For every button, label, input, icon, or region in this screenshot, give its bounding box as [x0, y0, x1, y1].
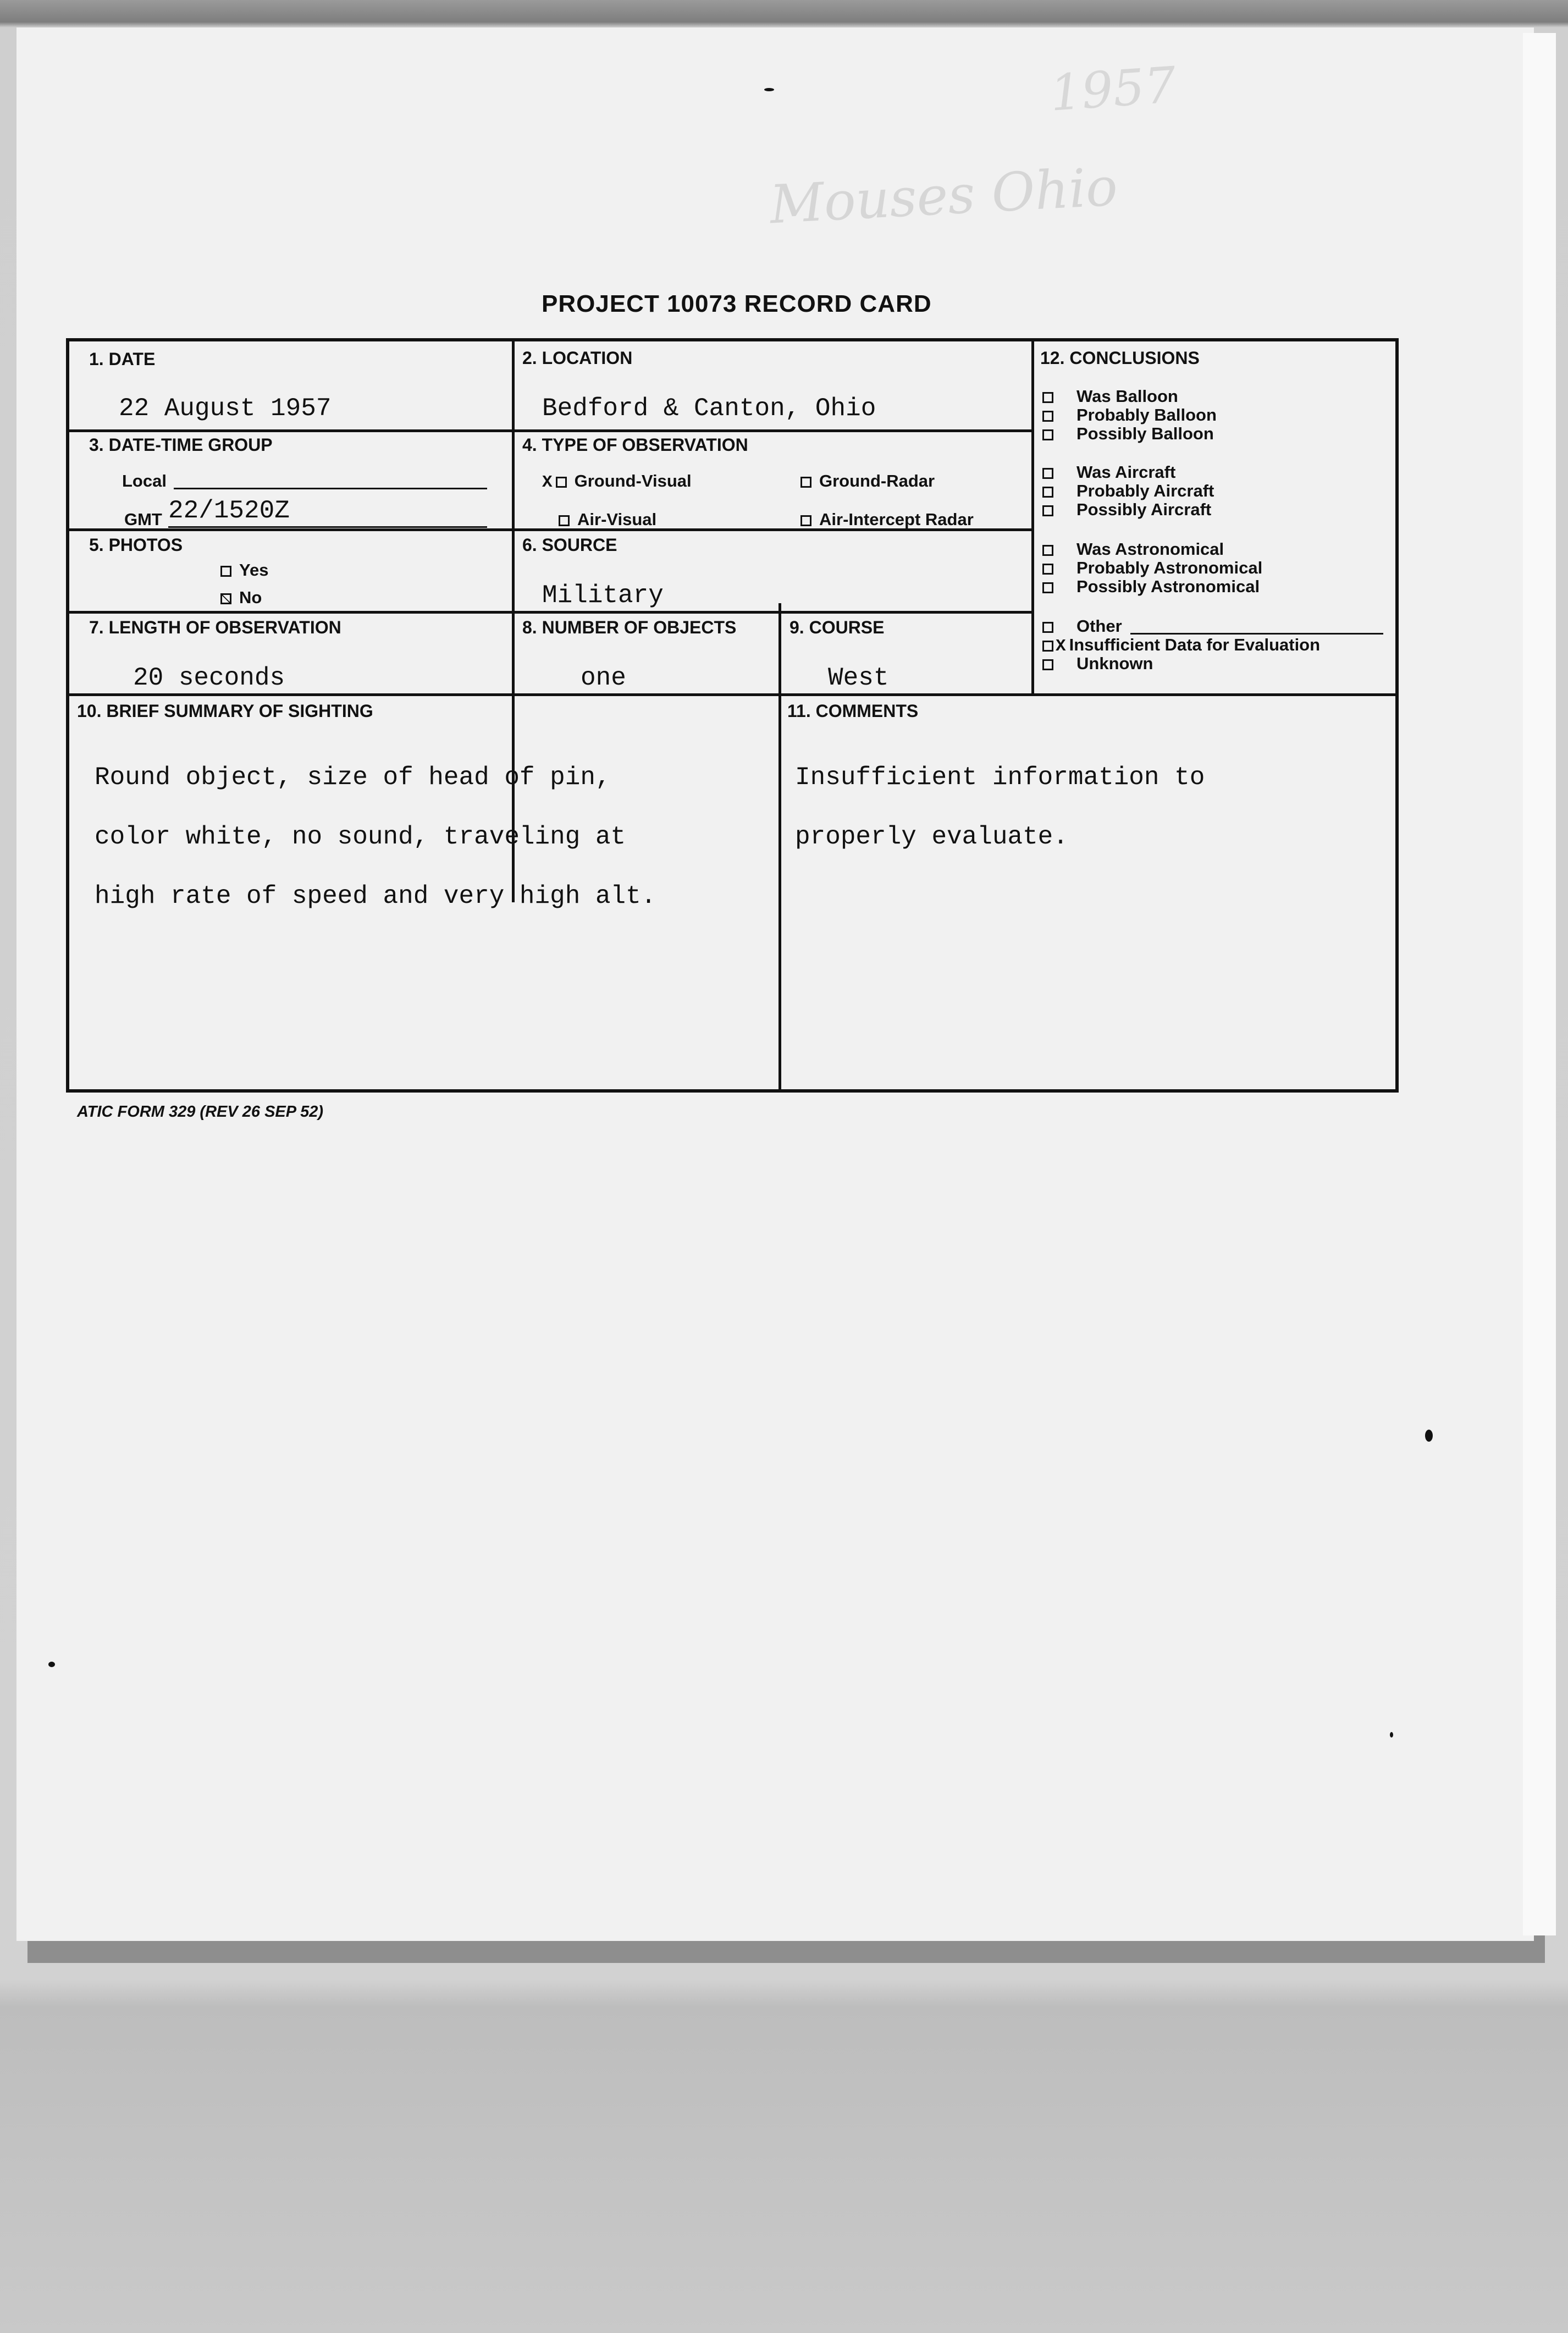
divider-row-3 — [69, 611, 1031, 614]
option-label: Other — [1076, 616, 1122, 636]
gmt-value: 22/1520Z — [168, 497, 290, 525]
divider-col-3 — [779, 603, 781, 1093]
handwritten-note-1: 1957 — [1048, 56, 1178, 123]
option-other[interactable] — [1042, 616, 1122, 636]
checked-x-mark: X — [1056, 637, 1066, 656]
length-of-observation-value: 20 seconds — [133, 664, 285, 692]
local-time-line — [174, 488, 487, 489]
option-label: Was Balloon — [1076, 387, 1178, 406]
brief-summary-label: 10. BRIEF SUMMARY OF SIGHTING — [77, 701, 373, 721]
option-probably-astronomical[interactable] — [1042, 558, 1262, 578]
course-value: West — [828, 664, 889, 692]
option-label: Probably Aircraft — [1076, 481, 1214, 500]
option-label: Possibly Aircraft — [1076, 500, 1212, 519]
option-possibly-balloon[interactable] — [1042, 424, 1214, 444]
location-label: 2. LOCATION — [522, 348, 633, 368]
comments-line: properly evaluate. — [795, 823, 1068, 851]
comments-label: 11. COMMENTS — [787, 701, 919, 721]
option-photos-no[interactable] — [220, 588, 262, 608]
comments-text — [795, 733, 1205, 881]
option-label: No — [239, 588, 262, 607]
checkbox-icon — [1042, 468, 1053, 479]
location-value: Bedford & Canton, Ohio — [542, 394, 876, 423]
checkbox-icon — [220, 566, 231, 577]
summary-line: color white, no sound, traveling at — [95, 823, 626, 851]
comments-line: Insufficient information to — [795, 763, 1205, 792]
date-label: 1. DATE — [89, 349, 156, 369]
checkbox-icon — [1042, 564, 1053, 575]
option-possibly-aircraft[interactable] — [1042, 500, 1211, 520]
course-label: 9. COURSE — [789, 617, 885, 637]
option-label: Possibly Astronomical — [1076, 577, 1260, 596]
checkbox-icon — [1042, 392, 1053, 403]
option-label: Probably Astronomical — [1076, 558, 1263, 577]
option-photos-yes[interactable] — [220, 560, 268, 580]
checkbox-icon — [1042, 622, 1053, 633]
checkbox-icon — [1042, 582, 1053, 593]
option-was-aircraft[interactable] — [1042, 462, 1175, 482]
checkbox-icon — [1042, 545, 1053, 556]
option-insufficient-data[interactable] — [1042, 635, 1320, 656]
checkbox-icon — [559, 515, 570, 526]
checkbox-icon — [1042, 429, 1053, 440]
checkbox-icon — [556, 477, 567, 488]
option-ground-radar[interactable] — [800, 471, 935, 491]
source-label: 6. SOURCE — [522, 535, 617, 555]
option-label: Possibly Balloon — [1076, 424, 1214, 443]
sheet-edge — [1523, 33, 1556, 1935]
number-of-objects-value: one — [581, 664, 626, 692]
divider-row-1 — [69, 429, 1031, 432]
brief-summary-text — [95, 733, 656, 941]
handwritten-note-2: Mouses Ohio — [768, 156, 1119, 236]
date-time-group-label: 3. DATE-TIME GROUP — [89, 435, 273, 455]
divider-row-4 — [69, 693, 1395, 696]
checkbox-icon — [220, 593, 231, 604]
checked-x-mark: X — [542, 473, 553, 492]
dust-speck — [48, 1662, 55, 1667]
type-of-observation-label: 4. TYPE OF OBSERVATION — [522, 435, 748, 455]
option-label: Ground-Visual — [574, 471, 692, 490]
summary-line: high rate of speed and very high alt. — [95, 882, 656, 911]
option-label: Ground-Radar — [819, 471, 935, 490]
checkbox-icon — [1042, 487, 1053, 498]
summary-line: Round object, size of head of pin, — [95, 763, 611, 792]
gmt-label: GMT — [124, 510, 162, 529]
checkbox-icon — [1042, 411, 1053, 422]
checkbox-icon — [1042, 659, 1053, 670]
length-of-observation-label: 7. LENGTH OF OBSERVATION — [89, 617, 341, 637]
card-title: PROJECT 10073 RECORD CARD — [542, 290, 932, 317]
option-was-balloon[interactable] — [1042, 387, 1178, 406]
gmt-line — [168, 526, 487, 528]
local-time-label: Local — [122, 471, 167, 490]
option-possibly-astronomical[interactable] — [1042, 577, 1260, 597]
photos-label: 5. PHOTOS — [89, 535, 183, 555]
divider-col-2 — [1031, 341, 1034, 693]
checkbox-icon — [800, 477, 811, 488]
dust-speck — [1390, 1732, 1393, 1738]
checkbox-icon — [1042, 505, 1053, 516]
option-probably-aircraft[interactable] — [1042, 481, 1214, 501]
option-label: Air-Visual — [577, 510, 657, 529]
other-line — [1130, 633, 1383, 635]
option-air-intercept-radar[interactable] — [800, 510, 974, 530]
record-card — [66, 338, 1399, 1093]
option-label: Yes — [239, 560, 269, 580]
option-label: Was Astronomical — [1076, 539, 1224, 559]
option-label: Air-Intercept Radar — [819, 510, 974, 529]
option-ground-visual[interactable] — [542, 471, 692, 492]
conclusions-label: 12. CONCLUSIONS — [1040, 348, 1200, 368]
option-air-visual[interactable] — [559, 510, 656, 530]
option-label: Insufficient Data for Evaluation — [1069, 635, 1321, 654]
option-label: Unknown — [1076, 654, 1153, 673]
number-of-objects-label: 8. NUMBER OF OBJECTS — [522, 617, 737, 637]
source-value: Military — [542, 581, 664, 610]
option-was-astronomical[interactable] — [1042, 539, 1224, 559]
option-unknown[interactable] — [1042, 654, 1153, 674]
option-probably-balloon[interactable] — [1042, 405, 1217, 425]
date-value: 22 August 1957 — [119, 394, 332, 423]
option-label: Was Aircraft — [1076, 462, 1176, 482]
option-label: Probably Balloon — [1076, 405, 1217, 424]
checkbox-icon — [1042, 641, 1053, 652]
form-number: ATIC FORM 329 (REV 26 SEP 52) — [77, 1103, 324, 1121]
dust-speck — [1425, 1430, 1433, 1442]
checkbox-icon — [800, 515, 811, 526]
dust-speck — [764, 88, 774, 91]
